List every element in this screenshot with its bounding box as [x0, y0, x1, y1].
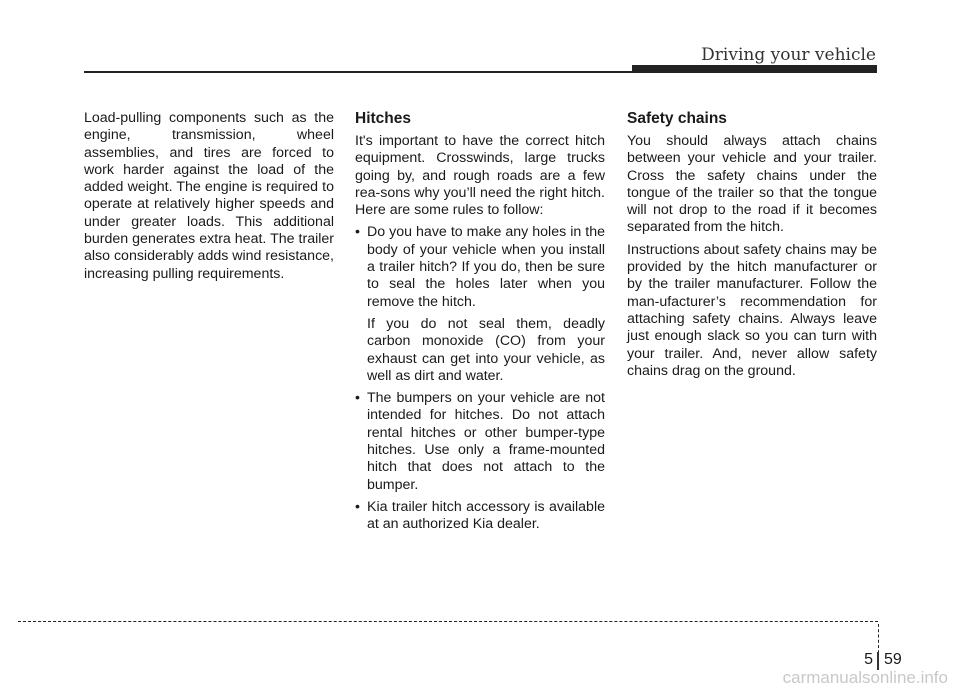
header-rule	[84, 71, 704, 73]
safety-chains-heading: Safety chains	[627, 110, 727, 127]
list-item	[355, 499, 605, 534]
column-load-pulling	[84, 110, 334, 288]
column-hitches	[355, 110, 605, 539]
safety-chains-paragraph-2: Instructions about safety chains may be provided by the hitch manufacturer or by the trailer manufacturer. Follow the man-ufacturer’s recommendation for attaching safety chains. Always leave just enough slack so you can turn with your trailer. And, never allow safety chains drag on the ground.	[627, 241, 877, 379]
column-safety-chains	[627, 110, 877, 385]
hitches-intro: It's important to have the correct hitch equipment. Crosswinds, large trucks going by, and rough roads are a few rea-sons why you’ll need the right hitch. Here are some rules to follow:	[355, 133, 605, 219]
list-item-text: Do you have to make any holes in the body of your vehicle when you install a trailer hitch? If you do, then be sure to seal the holes later when you remove the hitch.	[367, 224, 605, 310]
bullet-icon: •	[355, 498, 360, 515]
header-rule-accent	[632, 65, 877, 73]
list-item-text: The bumpers on your vehicle are not intended for hitches. Do not attach rental hitches or other bumper-type hitches. Use only a frame-mounted hitch that does not attach to the bumper.	[367, 390, 605, 493]
section-title: Driving your vehicle	[701, 45, 876, 65]
list-item-subtext: If you do not seal them, deadly carbon monoxide (CO) from your exhaust can get into your vehicle, as well as dirt and water.	[367, 315, 605, 384]
bullet-icon: •	[355, 224, 360, 241]
hitches-rules-list	[355, 224, 605, 533]
footer-rule	[18, 621, 878, 622]
load-pulling-paragraph: Load-pulling components such as the engine, transmission, wheel assemblies, and tires are forced to work harder against the load of the added weight. The engine is required to operate at relatively higher speeds and under greater loads. This additional burden generates extra heat. The trailer also considerably adds wind resistance, increasing pulling requirements.	[84, 110, 334, 282]
watermark: carmanualsonline.info	[782, 668, 948, 687]
list-item	[355, 224, 605, 385]
bullet-icon: •	[355, 390, 360, 407]
chapter-number: 5	[864, 651, 873, 668]
hitches-heading: Hitches	[355, 110, 411, 127]
safety-chains-paragraph-1: You should always attach chains between your vehicle and your trailer. Cross the safety chains under the tongue of the trailer so that the tongue will not drop to the road if it becomes separated from the hitch.	[627, 133, 877, 236]
list-item	[355, 390, 605, 494]
list-item-text: Kia trailer hitch accessory is available at an authorized Kia dealer.	[367, 498, 605, 533]
page-number: 59	[884, 651, 902, 668]
